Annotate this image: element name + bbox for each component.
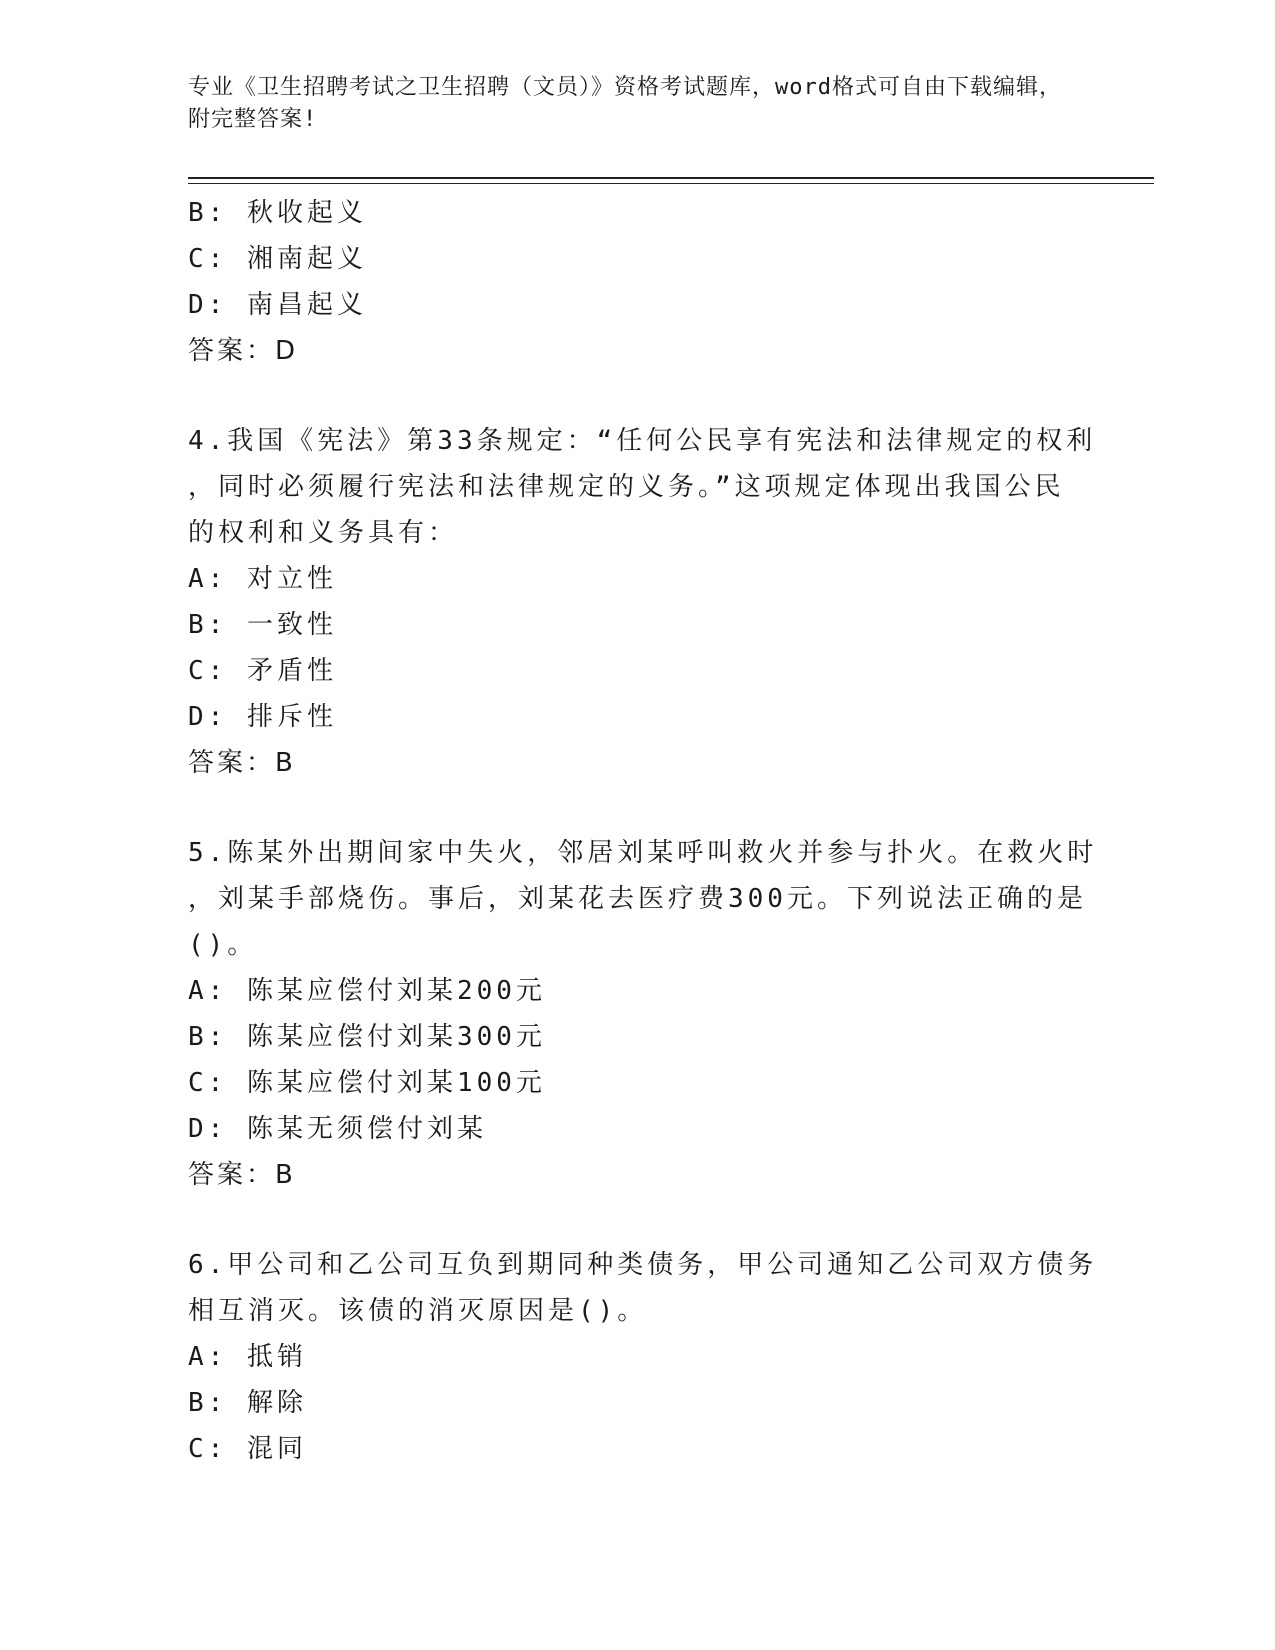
- answer-line: 答案：B: [188, 748, 296, 778]
- option-a: A: 抵销: [188, 1342, 307, 1372]
- question-text-line: 相互消灭。该债的消灭原因是()。: [188, 1296, 648, 1326]
- option-c: C: 陈某应偿付刘某100元: [188, 1068, 546, 1098]
- question-text-line: ，刘某手部烧伤。事后，刘某花去医疗费300元。下列说法正确的是: [188, 884, 1087, 914]
- question-6: [188, 1242, 1098, 1472]
- header-rule-thin: [188, 183, 1154, 184]
- header-rule-thick: [188, 177, 1154, 179]
- answer-line: 答案：D: [188, 336, 299, 366]
- option-c: C: 混同: [188, 1434, 307, 1464]
- question-text-line: 4.我国《宪法》第33条规定：“任何公民享有宪法和法律规定的权利: [188, 426, 1097, 456]
- option-a: A: 陈某应偿付刘某200元: [188, 976, 546, 1006]
- option-b: B: 秋收起义: [188, 198, 367, 228]
- question-text-line: ()。: [188, 930, 258, 960]
- question-text-line: 6.甲公司和乙公司互负到期同种类债务，甲公司通知乙公司双方债务: [188, 1250, 1098, 1280]
- question-list: [188, 190, 1098, 1472]
- question-text-line: ，同时必须履行宪法和法律规定的义务。”这项规定体现出我国公民: [188, 472, 1065, 502]
- option-d: D: 南昌起义: [188, 290, 367, 320]
- question-text-line: 5.陈某外出期间家中失火，邻居刘某呼叫救火并参与扑火。在救火时: [188, 838, 1098, 868]
- answer-line: 答案：B: [188, 1160, 296, 1190]
- option-d: D: 陈某无须偿付刘某: [188, 1114, 487, 1144]
- option-c: C: 矛盾性: [188, 656, 337, 686]
- page-header: 专业《卫生招聘考试之卫生招聘（文员）》资格考试题库，word格式可自由下载编辑，附完整答案!: [188, 75, 1062, 132]
- option-b: B: 解除: [188, 1388, 307, 1418]
- option-d: D: 排斥性: [188, 702, 337, 732]
- question-text-line: 的权利和义务具有：: [188, 518, 459, 548]
- question-3: [188, 190, 1088, 374]
- question-4: [188, 418, 1097, 786]
- question-5: [188, 830, 1098, 1198]
- option-b: B: 一致性: [188, 610, 337, 640]
- option-c: C: 湘南起义: [188, 244, 367, 274]
- option-a: A: 对立性: [188, 564, 337, 594]
- option-b: B: 陈某应偿付刘某300元: [188, 1022, 546, 1052]
